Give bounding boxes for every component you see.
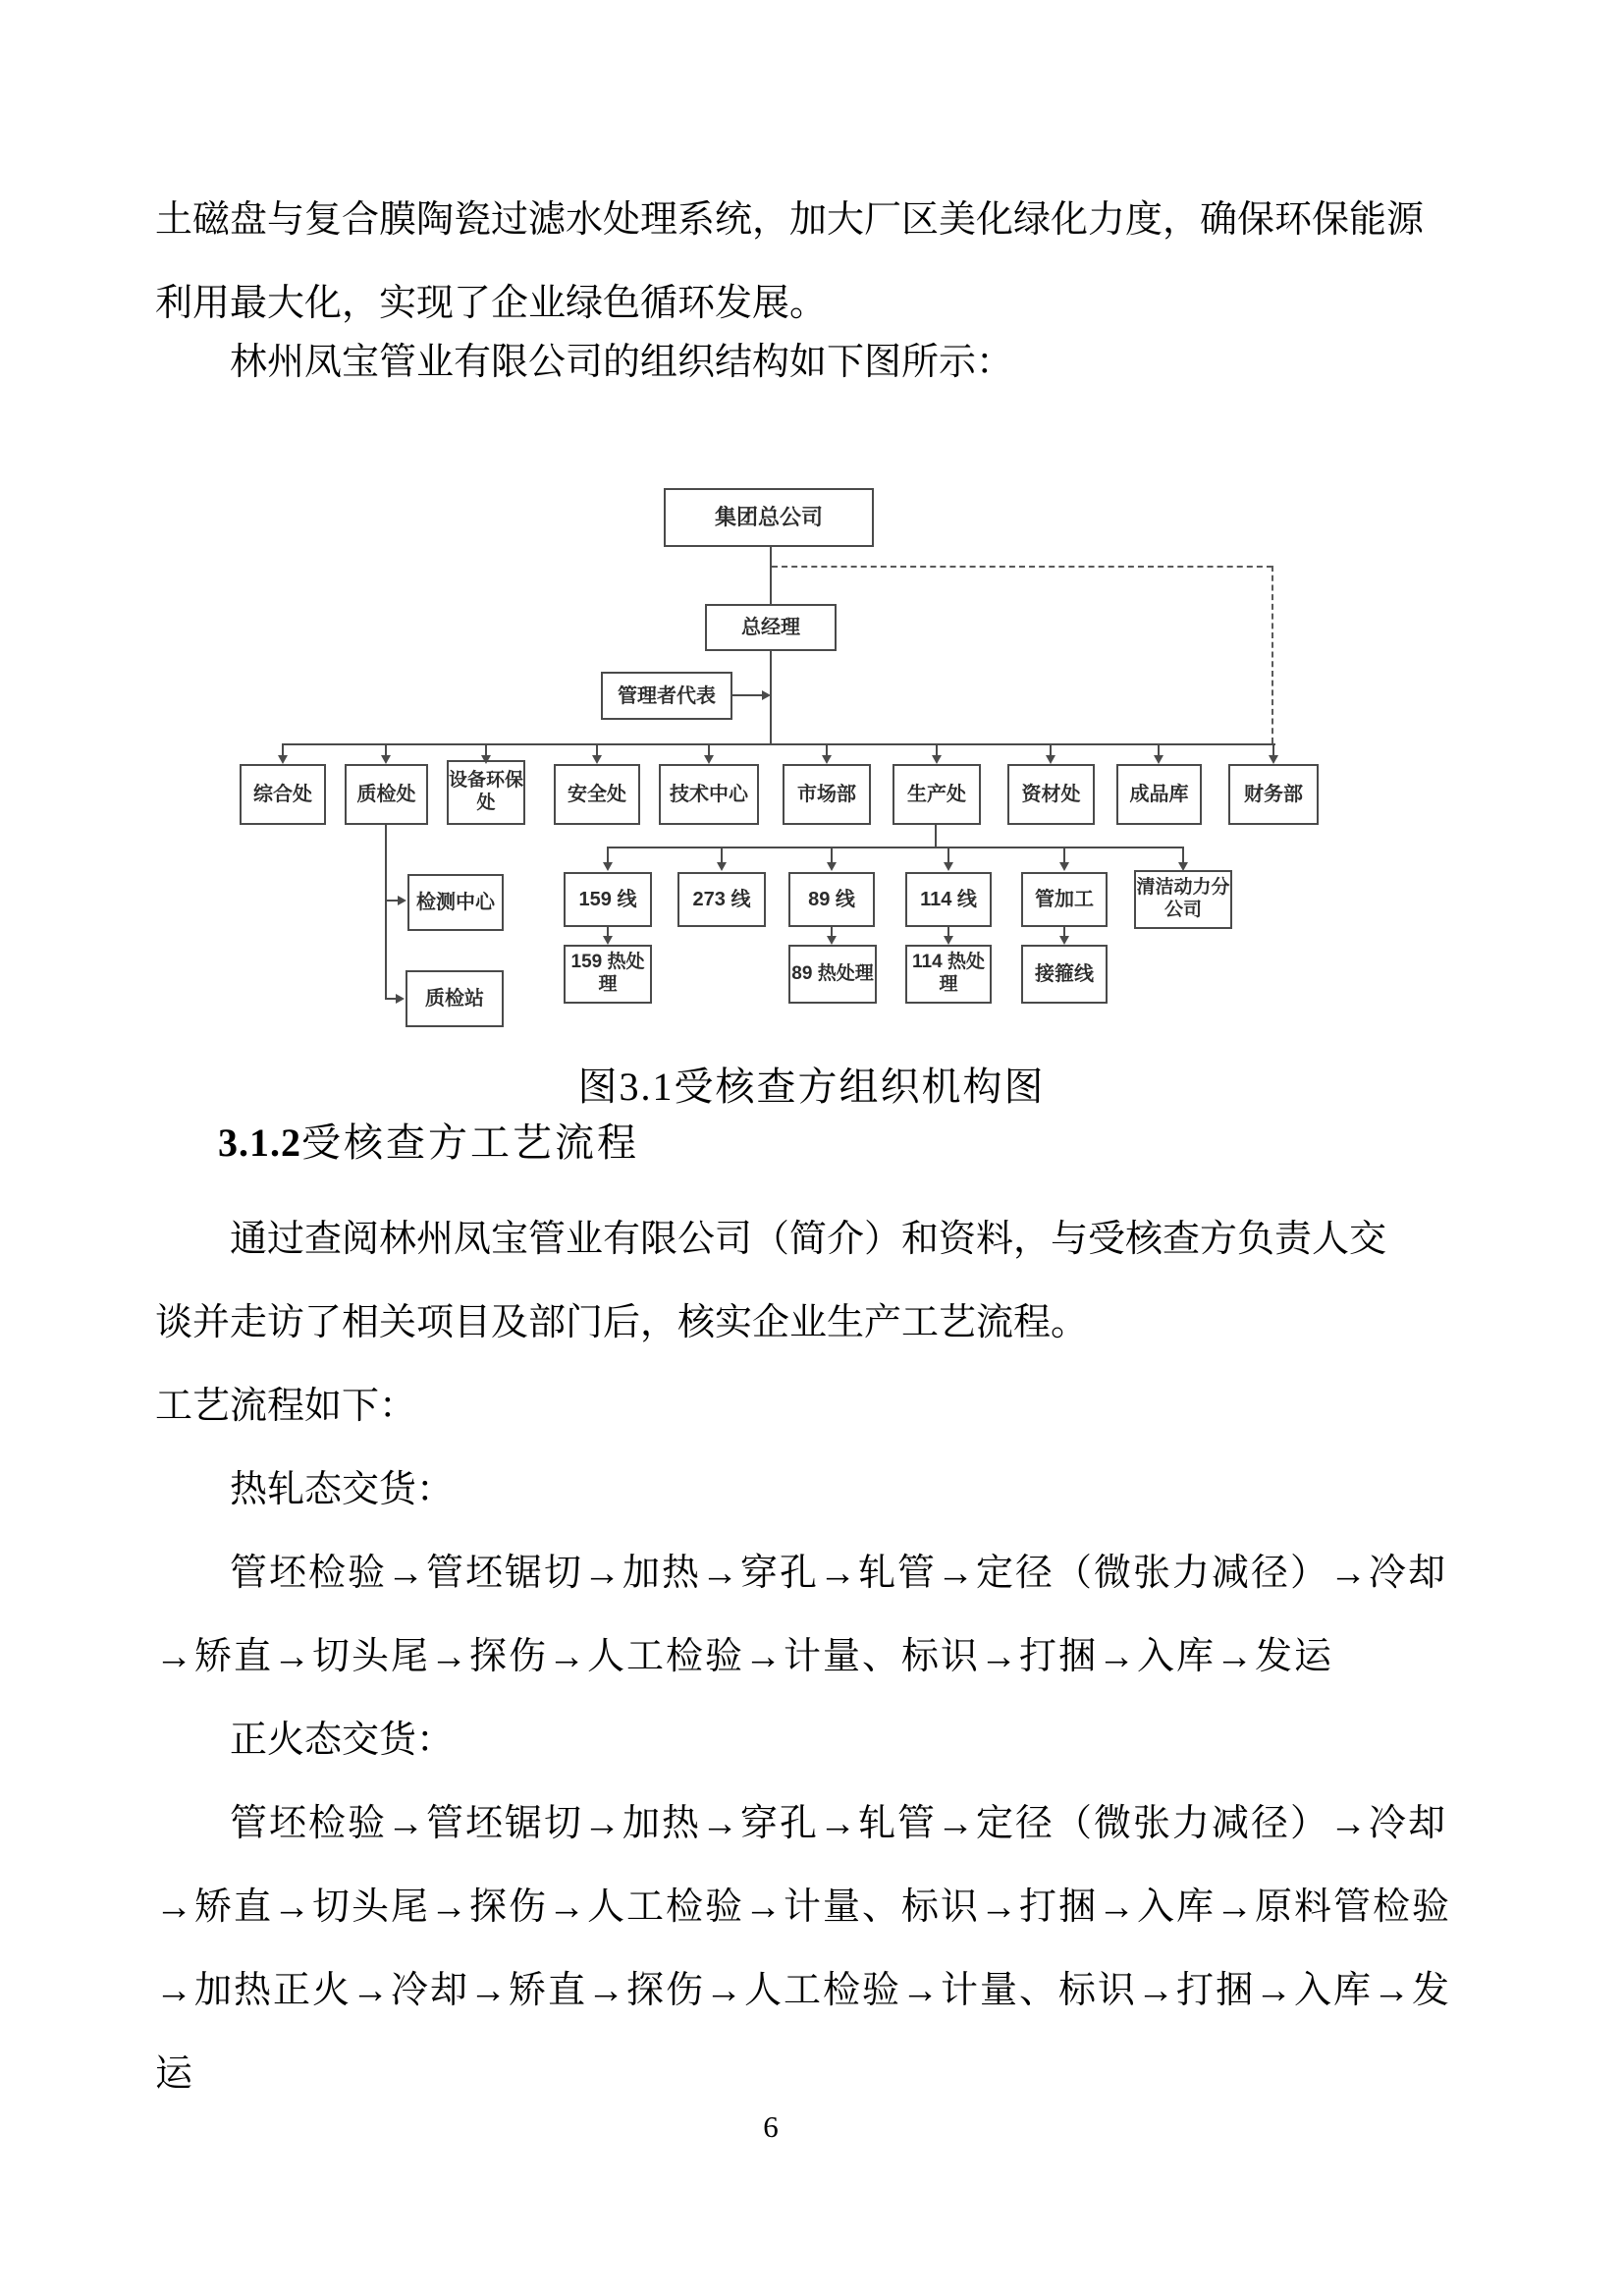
connector-line	[770, 547, 772, 604]
text-line: 热轧态交货：	[230, 1469, 455, 1510]
process-flow-paragraphs	[155, 1198, 1490, 2116]
org-node-heat-treatment-114: 114 热处理	[905, 945, 992, 1004]
arrowhead-down-icon	[717, 862, 727, 871]
text-line: 运	[155, 2053, 193, 2095]
section-heading	[218, 1120, 639, 1167]
org-node-quality-inspection: 质检处	[345, 764, 428, 825]
arrowhead-down-icon	[822, 755, 832, 764]
dashed-connector-line	[772, 566, 1272, 568]
text-line: 管坯检验→管坯锯切→加热→穿孔→轧管→定径（微张力减径）→冷却	[230, 1553, 1448, 1594]
org-node-line-114: 114 线	[905, 872, 992, 927]
arrowhead-down-icon	[1059, 862, 1069, 871]
arrowhead-down-icon	[1059, 936, 1069, 945]
org-node-general-manager: 总经理	[705, 604, 837, 651]
org-node-heat-treatment-159: 159 热处理	[564, 945, 652, 1004]
section-title: 受核查方工艺流程	[301, 1121, 639, 1165]
text-line: 管坯检验→管坯锯切→加热→穿孔→轧管→定径（微张力减径）→冷却	[230, 1803, 1448, 1844]
arrowhead-down-icon	[944, 936, 953, 945]
org-node-qc-station: 质检站	[406, 970, 504, 1027]
org-node-general-office: 综合处	[240, 764, 326, 825]
org-node-equipment-environment: 设备环保处	[447, 760, 525, 825]
arrowhead-down-icon	[827, 862, 837, 871]
text-line: 林州凤宝管业有限公司的组织结构如下图所示：	[230, 342, 1014, 383]
org-node-safety: 安全处	[554, 764, 640, 825]
org-node-management-rep: 管理者代表	[601, 672, 732, 720]
arrowhead-right-icon	[762, 690, 771, 700]
org-node-materials: 资材处	[1007, 764, 1095, 825]
arrowhead-down-icon	[278, 755, 288, 764]
arrowhead-down-icon	[932, 755, 942, 764]
arrowhead-down-icon	[704, 755, 714, 764]
arrowhead-down-icon	[1046, 755, 1055, 764]
arrowhead-down-icon	[603, 936, 613, 945]
text-line: →矫直→切头尾→探伤→人工检验→计量、标识→打捆→入库→发运	[155, 1636, 1334, 1677]
org-node-group-hq: 集团总公司	[664, 488, 874, 547]
org-node-finance: 财务部	[1228, 764, 1319, 825]
dashed-connector-line	[1271, 566, 1273, 743]
text-line: 土磁盘与复合膜陶瓷过滤水处理系统，加大厂区美化绿化力度，确保环保能源	[155, 199, 1425, 241]
org-node-joint-line: 接箍线	[1021, 945, 1108, 1004]
org-node-production: 生产处	[893, 764, 981, 825]
org-node-line-159: 159 线	[564, 872, 652, 927]
connector-line	[732, 694, 763, 696]
org-node-clean-power-branch: 清洁动力分公司	[1134, 870, 1232, 929]
text-line: 通过查阅林州凤宝管业有限公司（简介）和资料，与受核查方负责人交	[230, 1219, 1387, 1260]
text-line: 谈并走访了相关项目及部门后，核实企业生产工艺流程。	[155, 1302, 1089, 1343]
text-line: →加热正火→冷却→矫直→探伤→人工检验→计量、标识→打捆→入库→发	[155, 1970, 1452, 2011]
connector-line	[607, 847, 1184, 848]
arrowhead-down-icon	[1154, 755, 1163, 764]
arrowhead-down-icon	[481, 755, 491, 764]
figure-caption: 图3.1受核查方组织机构图	[577, 1065, 1046, 1109]
org-node-market-dept: 市场部	[783, 764, 871, 825]
text-line: →矫直→切头尾→探伤→人工检验→计量、标识→打捆→入库→原料管检验	[155, 1886, 1452, 1928]
page-number: 6	[763, 2109, 779, 2144]
arrowhead-down-icon	[1269, 755, 1278, 764]
text-line: 正火态交货：	[230, 1720, 455, 1761]
arrowhead-down-icon	[1178, 862, 1188, 871]
arrowhead-down-icon	[592, 755, 602, 764]
connector-line	[385, 825, 387, 1000]
arrowhead-down-icon	[381, 755, 391, 764]
org-node-pipe-processing: 管加工	[1021, 872, 1108, 927]
connector-line	[935, 825, 937, 848]
connector-line	[282, 743, 1275, 745]
org-node-line-273: 273 线	[677, 872, 766, 927]
org-node-heat-treatment-89: 89 热处理	[788, 945, 877, 1004]
text-line: 工艺流程如下：	[155, 1386, 417, 1427]
arrowhead-down-icon	[944, 862, 953, 871]
arrowhead-down-icon	[603, 862, 613, 871]
org-node-testing-center: 检测中心	[407, 874, 504, 931]
arrowhead-down-icon	[827, 936, 837, 945]
org-node-finished-goods: 成品库	[1116, 764, 1202, 825]
text-line: 利用最大化，实现了企业绿色循环发展。	[155, 283, 828, 324]
org-node-line-89: 89 线	[788, 872, 875, 927]
org-node-tech-center: 技术中心	[659, 764, 759, 825]
arrowhead-right-icon	[396, 994, 405, 1004]
arrowhead-right-icon	[398, 896, 406, 905]
section-number: 3.1.2	[218, 1121, 301, 1165]
